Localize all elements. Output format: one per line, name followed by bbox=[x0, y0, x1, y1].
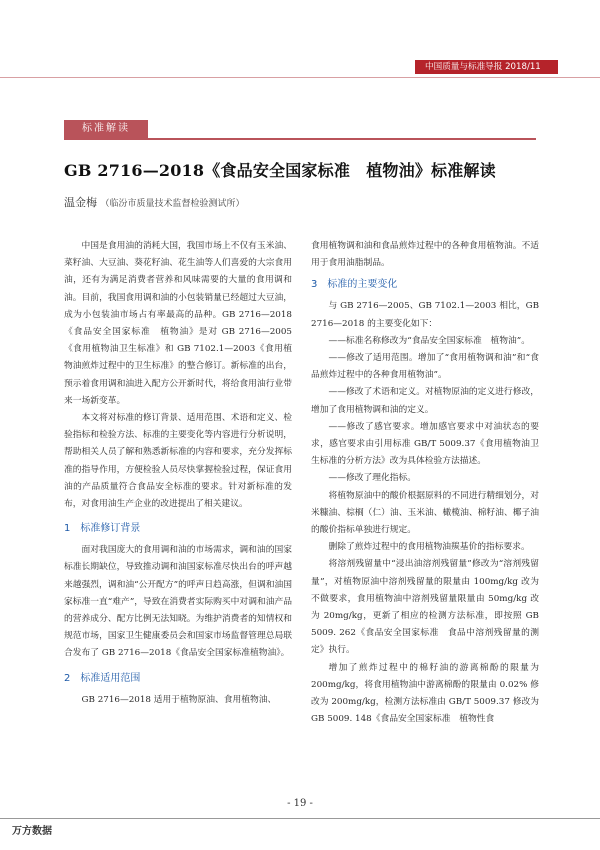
journal-name: 中国质量与标准导报 2018/11 bbox=[425, 62, 541, 72]
section-3-paragraph: ——修改了感官要求。增加感官要求中对油状态的要求，感官要求由引用标准 GB/T 5009.37《食用植物油卫生标准的分析方法》改为具体检验方法描述。 bbox=[311, 421, 539, 467]
section-tag-label: 标准解读 bbox=[82, 123, 130, 134]
page-number: - 19 - bbox=[287, 798, 313, 809]
section-3-paragraph: 将植物原油中的酸价根据原料的不同进行精细划分，对米糠油、棕榈（仁）油、玉米油、橄榄油、棉籽油、椰子油的酸价指标单独进行规定。 bbox=[311, 490, 539, 536]
left-column bbox=[64, 238, 292, 709]
right-column bbox=[311, 238, 539, 728]
section-2-paragraph: GB 2716—2018 适用于植物原油、食用植物油、 bbox=[81, 694, 277, 705]
section-3-paragraph: 与 GB 2716—2005、GB 7102.1—2003 相比，GB 2716—2018 的主要变化如下： bbox=[311, 301, 539, 329]
section-3-paragraph: 删除了煎炸过程中的食用植物油羰基价的指标要求。 bbox=[328, 542, 530, 553]
continued-paragraph: 食用植物调和油和食品煎炸过程中的各种食用植物油。不适用于食用油脂制品。 bbox=[311, 241, 539, 269]
section-tag bbox=[64, 120, 148, 138]
author-affiliation: （临汾市质量技术监督检验测试所） bbox=[100, 199, 245, 209]
section-3-paragraph: 将溶剂残留量中“浸出油溶剂残留量”修改为“溶剂残留量”，对植物原油中溶剂残留量的限量由 100mg/kg 改为不做要求，食用植物油中溶剂残留量限量由 50mg/kg 改为 20mg/kg，更新了相应的检测方法标准，即按照 GB 5009. 262《食品安全国家标准 食品中溶剂残留量的测定》执行。 bbox=[311, 559, 539, 656]
section-3-paragraph: 增加了煎炸过程中的棉籽油的游离棉酚的限量为 200mg/kg，将食用植物油中游离棉酚的限量由 0.02% 修改为 200mg/kg，检测方法标准由 GB/T 5009.37 修改为 GB 5009. 148《食品安全国家标准 植物性食 bbox=[311, 662, 539, 725]
section-3-heading: 3 标准的主要变化 bbox=[311, 279, 398, 291]
section-3-paragraph: ——修改了适用范围。增加了“食用植物调和油”和“食品煎炸过程中的各种食用植物油”。 bbox=[311, 353, 539, 381]
section-1-paragraph: 面对我国庞大的食用调和油的市场需求，调和油的国家标准长期缺位，导致推动调和油国家标准尽快出台的呼声越来越强烈，调和油“公开配方”的呼声日趋高涨，但调和油国家标准一直“难产”，导致在消费者实际购买中对调和油产品的营养成分、配方比例无法知晓。为维护消费者的知情权和规范市场，国家卫生健康委员会和国家市场监督管理总局联合发布了 GB 2716—2018《食品安全国家标准植物油》。 bbox=[64, 545, 292, 659]
journal-header-bar bbox=[415, 60, 558, 74]
section-2-heading: 2 标准适用范围 bbox=[64, 672, 141, 684]
section-3-paragraph: ——标准名称修改为“食品安全国家标准 植物油”。 bbox=[328, 335, 530, 346]
section-3-paragraph: ——修改了术语和定义。对植物原油的定义进行修改，增加了食用植物调和油的定义。 bbox=[311, 387, 539, 415]
section-tag-underline bbox=[64, 138, 536, 140]
footer-divider bbox=[0, 818, 600, 819]
section-3-paragraph: ——修改了理化指标。 bbox=[328, 473, 416, 484]
intro-paragraph-1: 中国是食用油的消耗大国，我国市场上不仅有玉米油、菜籽油、大豆油、葵花籽油、花生油等人们喜爱的大宗食用油，还有为满足消费者营养和风味需要的大量的食用调和油。目前，我国食用调和油的小包装销量已经超过大豆油，成为小包装油市场占有率最高的品种。GB 2716—2018《食品安全国家标准 植物油》是对 GB 2716—2005《食用植物油卫生标准》和 GB 7102.1—2003《食用植物油煎炸过程中的卫生标准》的整合修订。新标准的出台，预示着食用调和油进入配方公开新时代，将给食用油行业带来一场新变革。 bbox=[64, 241, 292, 406]
author-name: 温金梅 bbox=[64, 196, 97, 209]
author-line bbox=[64, 194, 464, 210]
header-divider bbox=[0, 77, 600, 78]
article-title: GB 2716—2018《食品安全国家标准 植物油》标准解读 bbox=[64, 161, 496, 180]
database-watermark: 万方数据 bbox=[12, 826, 52, 837]
section-1-heading: 1 标准修订背景 bbox=[64, 523, 141, 535]
intro-paragraph-2: 本文将对标准的修订背景、适用范围、术语和定义、检验指标和检验方法、标准的主要变化等内容进行分析说明，帮助相关人员了解和熟悉新标准的内容和要求，充分发挥标准的指导作用，方便检验人员尽快掌握检验过程，保证食用油的产品质量符合食品安全标准的要求。针对新标准的发布，对食用油生产企业的改进提出了相关建议。 bbox=[64, 413, 292, 510]
